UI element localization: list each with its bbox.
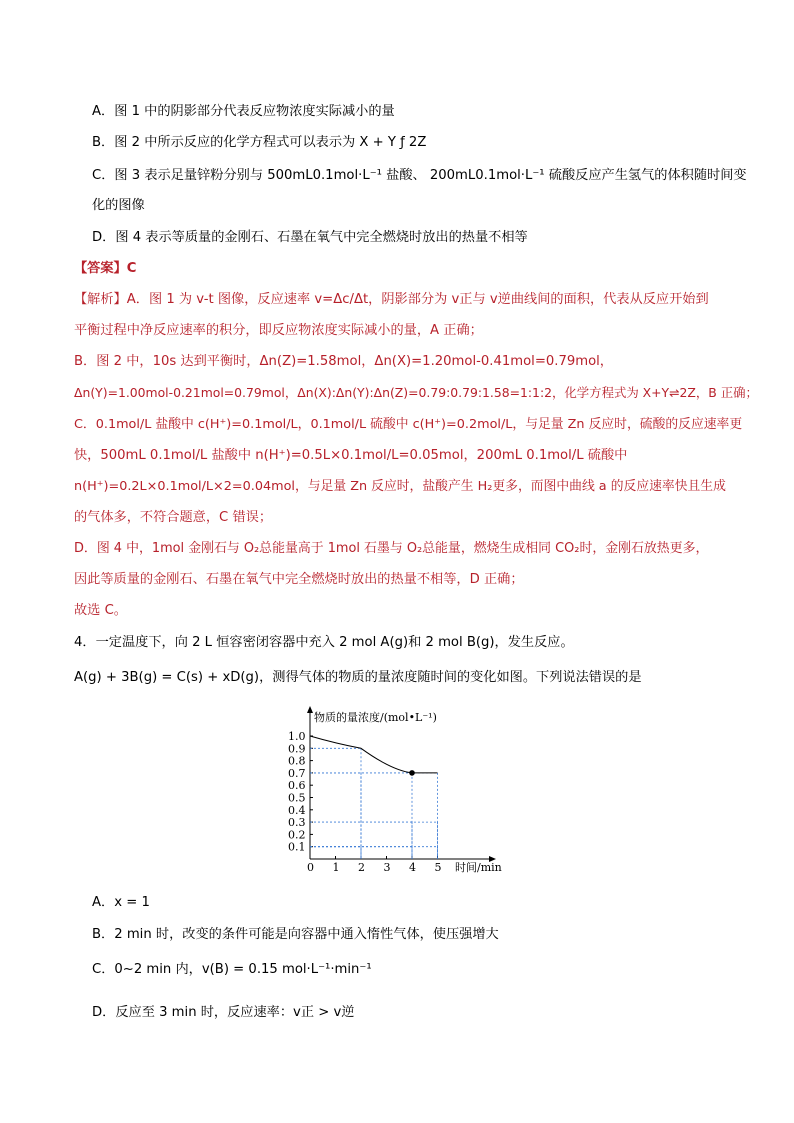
analysis-line: 的气体多，不符合题意，C 错误； [74,510,273,525]
q4-option-a: A．x = 1 [92,895,150,910]
q3-option-a: A．图 1 中的阴影部分代表反应物浓度实际减小的量 [92,104,395,119]
y-tick-label: 0.5 [288,791,306,805]
analysis-line: B．图 2 中，10s 达到平衡时，Δn(Z)=1.58mol，Δn(X)=1.20mol-0.41mol=0.79mol， [74,354,613,369]
q3-option-d: D．图 4 表示等质量的金刚石、石墨在氧气中完全燃烧时放出的热量不相等 [92,230,528,245]
q4-option-d: D．反应至 3 min 时，反应速率：v正 > v逆 [92,1005,355,1020]
y-axis-label: 物质的量浓度/(mol•L⁻¹) [314,711,437,724]
y-tick-label: 0.3 [288,816,306,830]
y-tick-label: 0.2 [288,828,306,842]
analysis-line: 【解析】A．图 1 为 v-t 图像，反应速率 v=Δc/Δt，阴影部分为 v正与 v逆曲线间的面积，代表从反应开始到 [74,292,709,307]
analysis-line: 因此等质量的金刚石、石墨在氧气中完全燃烧时放出的热量不相等，D 正确； [74,572,524,587]
answer-label: 【答案】C [74,261,137,276]
analysis-line: 快，500mL 0.1mol/L 盐酸中 n(H⁺)=0.5L×0.1mol/L=0.05mol，200mL 0.1mol/L 硫酸中 [74,448,628,463]
q3-option-b: B．图 2 中所示反应的化学方程式可以表示为 X + Y ƒ 2Z [92,135,427,150]
y-tick-label: 0.9 [288,742,306,756]
y-tick-label: 0.7 [288,766,306,780]
y-tick-label: 0.6 [288,779,306,793]
y-tick-label: 0.4 [288,803,306,817]
x-tick-label: 1 [332,861,340,874]
q4-stem-equation: A(g) + 3B(g) = C(s) + xD(g)，测得气体的物质的量浓度随时间的变化如图。下列说法错误的是 [74,670,642,685]
analysis-line: n(H⁺)=0.2L×0.1mol/L×2=0.04mol，与足量 Zn 反应时，盐酸产生 H₂更多，而图中曲线 a 的反应速率快且生成 [74,479,726,494]
q4-option-b: B．2 min 时，改变的条件可能是向容器中通入惰性气体，使压强增大 [92,927,499,942]
x-tick-label: 2 [358,861,365,874]
series-i-line [310,736,438,773]
analysis-line: C．0.1mol/L 盐酸中 c(H⁺)=0.1mol/L，0.1mol/L 硫酸中 c(H⁺)=0.2mol/L，与足量 Zn 反应时，硫酸的反应速率更 [74,417,743,432]
y-tick-label: 0.1 [288,840,306,854]
analysis-line: 平衡过程中净反应速率的积分，即反应物浓度实际减小的量，A 正确； [74,323,483,338]
x-tick-label: 3 [383,861,391,874]
analysis-line: 故选 C。 [74,603,127,618]
concentration-time-chart [282,700,512,880]
series-i-point [409,770,415,776]
y-tick-label: 1.0 [288,730,306,743]
q3-option-c: C．图 3 表示足量锌粉分别与 500mL0.1mol·L⁻¹ 盐酸、 200mL0.1mol·L⁻¹ 硫酸反应产生氢气的体积随时间变 [92,168,747,183]
q4-option-c: C．0~2 min 内，v(B) = 0.15 mol·L⁻¹·min⁻¹ [92,962,372,977]
q4-stem: 4．一定温度下，向 2 L 恒容密闭容器中充入 2 mol A(g)和 2 mol B(g)，发生反应。 [74,635,574,650]
q3-option-c-cont: 化的图像 [92,198,145,213]
x-tick-label: 0 [307,861,314,874]
analysis-line: Δn(Y)=1.00mol-0.21mol=0.79mol，Δn(X):Δn(Y):Δn(Z)=0.79:0.79:1.58=1:1:2，化学方程式为 X+Y⇌2Z，B 正确； [74,385,758,400]
x-tick-label: 5 [434,861,442,874]
analysis-line: D．图 4 中，1mol 金刚石与 O₂总能量高于 1mol 石墨与 O₂总能量，燃烧生成相同 CO₂时，金刚石放热更多， [74,541,709,556]
x-tick-label: 4 [409,861,416,874]
x-axis-label: 时间/min [455,861,502,874]
y-tick-label: 0.8 [288,754,306,768]
y-axis-arrow [307,706,313,713]
